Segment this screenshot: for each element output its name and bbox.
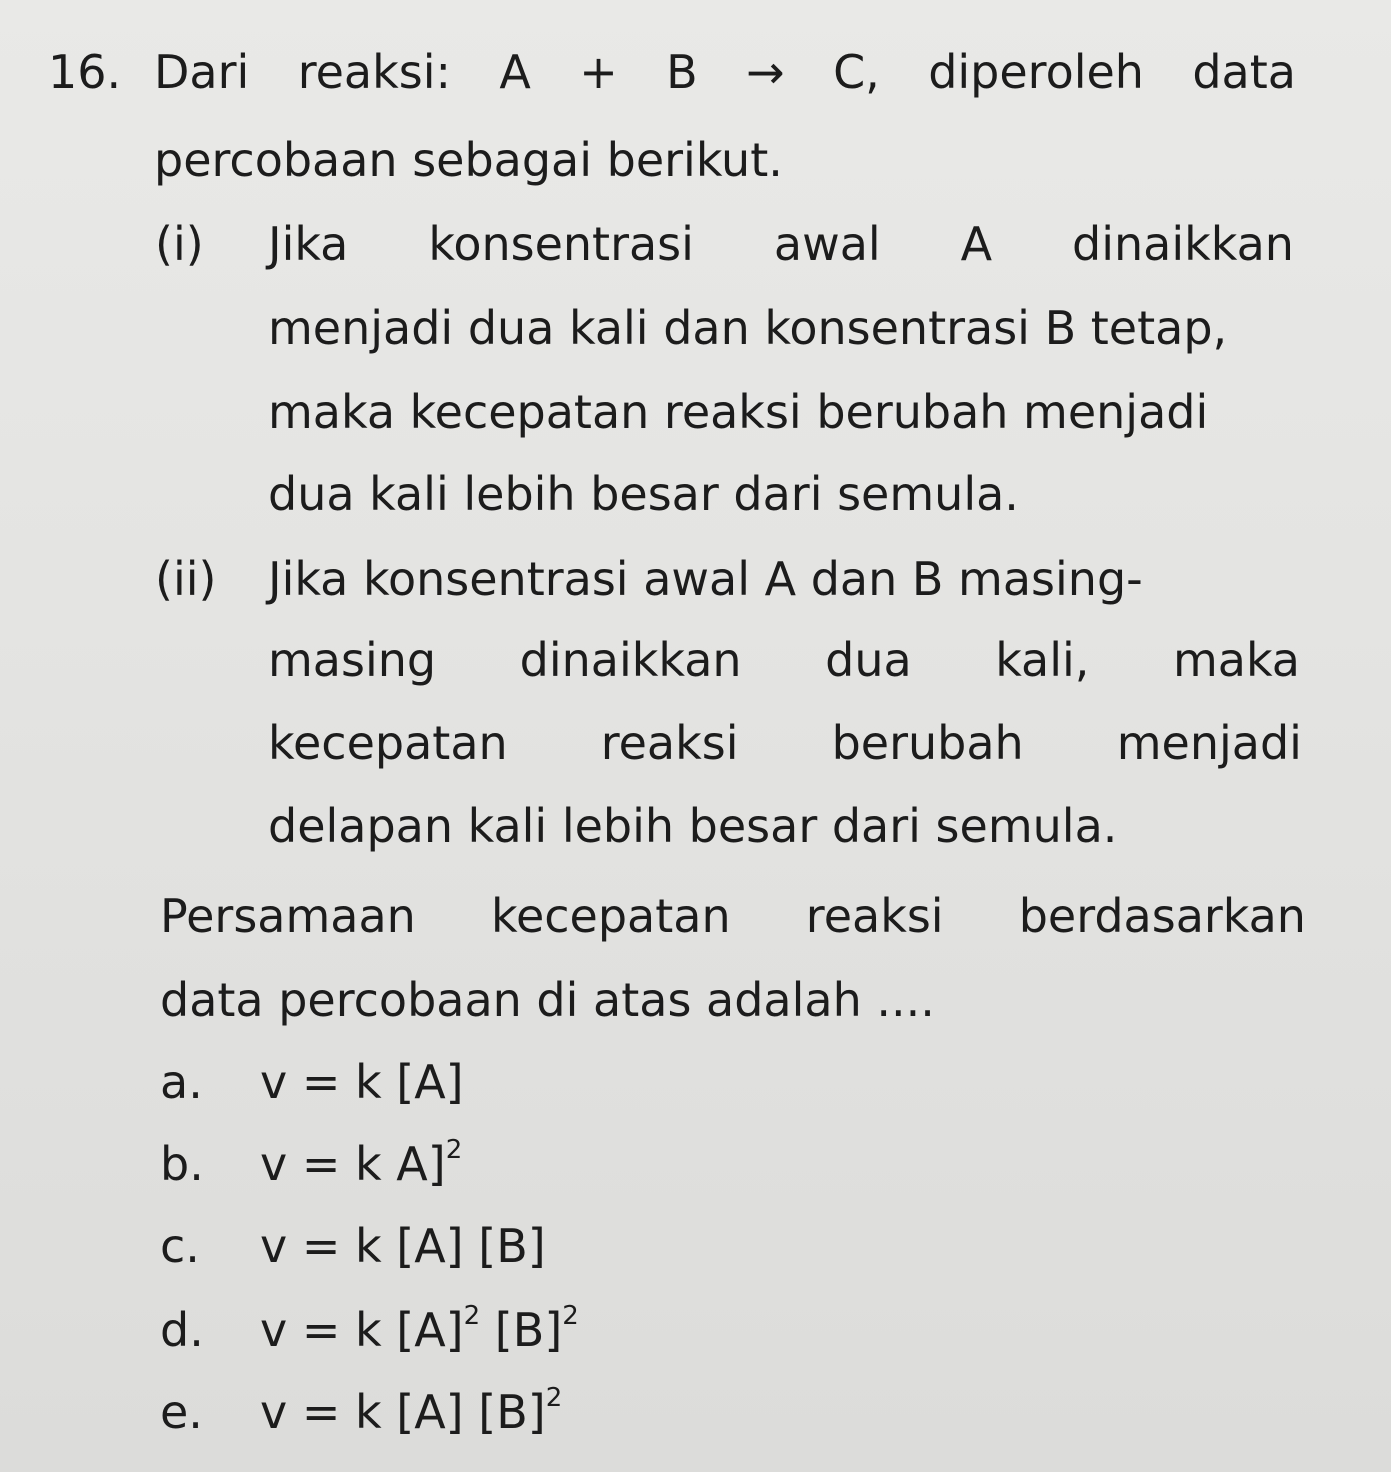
option-equation: v = k [A] $[B]^2$ — [260, 1383, 563, 1439]
prompt-line2: data percobaan di atas adalah .... — [160, 973, 935, 1027]
item-ii-line2: masing dinaikkan dua kali, maka — [268, 633, 1300, 687]
question-intro-line2: percobaan sebagai berikut. — [154, 133, 783, 187]
item-ii-line1: Jika konsentrasi awal A dan B masing- — [268, 552, 1143, 606]
item-ii-line3: kecepatan reaksi berubah menjadi — [268, 716, 1302, 770]
question-intro-line1: Dari reaksi: A + B → C, diperoleh data — [154, 45, 1296, 99]
item-ii-line4: delapan kali lebih besar dari semula. — [268, 799, 1118, 853]
prompt-line1: Persamaan kecepatan reaksi berdasarkan — [160, 889, 1306, 943]
item-i-line3: maka kecepatan reaksi berubah menjadi — [268, 385, 1209, 439]
option-letter: e. — [160, 1385, 203, 1439]
option-letter: b. — [160, 1137, 204, 1191]
option-letter: d. — [160, 1303, 204, 1357]
item-i-line2: menjadi dua kali dan konsentrasi B tetap, — [268, 301, 1228, 355]
option-equation: v = k [A] — [260, 1055, 464, 1109]
option-letter: c. — [160, 1219, 200, 1273]
option-equation: v = k $[A]^2$ $[B]^2$ — [260, 1301, 579, 1357]
item-i-line1: Jika konsentrasi awal A dinaikkan — [268, 217, 1294, 271]
option-equation: v = k A]$^2$ — [260, 1135, 463, 1191]
question-number: 16. — [48, 45, 122, 99]
item-label-ii: (ii) — [155, 552, 217, 606]
item-label-i: (i) — [155, 217, 204, 271]
item-i-line4: dua kali lebih besar dari semula. — [268, 467, 1019, 521]
option-equation: v = k [A] [B] — [260, 1219, 546, 1273]
option-letter: a. — [160, 1055, 203, 1109]
